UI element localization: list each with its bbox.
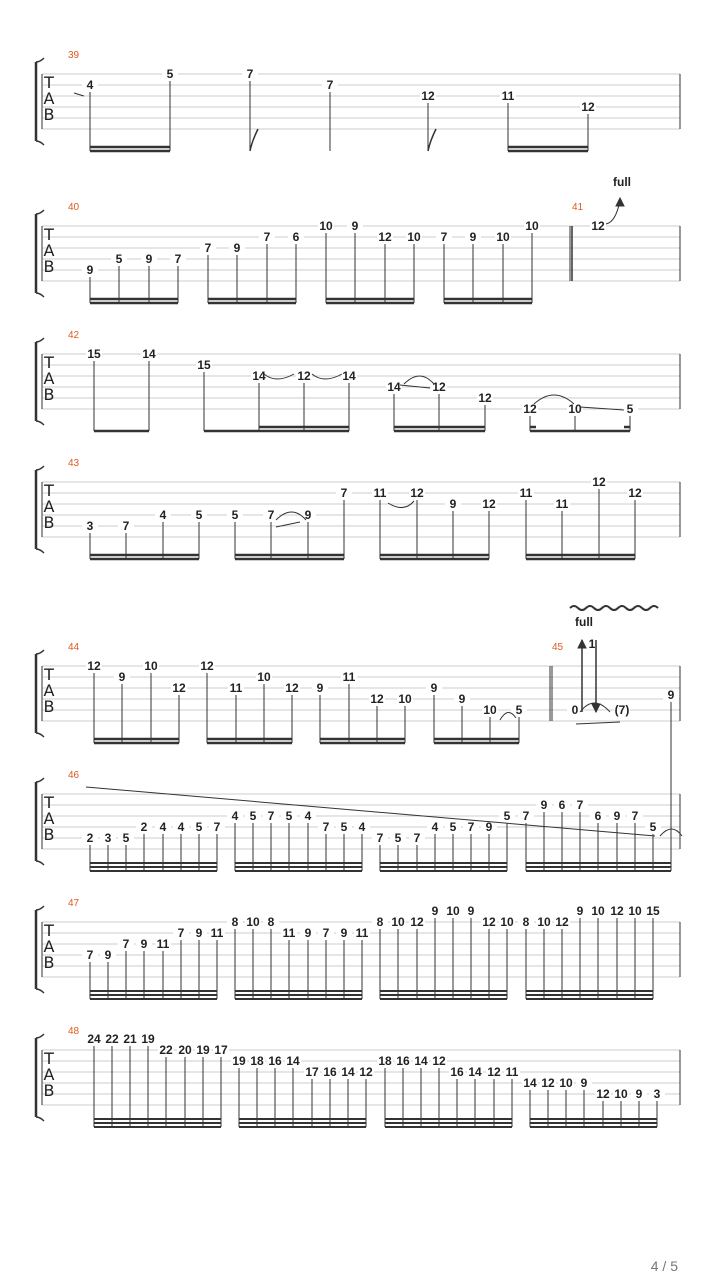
fret-number: 12 (370, 692, 384, 706)
fret-number: 10 (537, 915, 551, 929)
fret-number: 10 (391, 915, 405, 929)
fret-number: 4 (304, 809, 312, 823)
fret-number: 5 (626, 402, 634, 416)
staff-bracket-cap (36, 421, 44, 425)
fret-number: 19 (196, 1043, 210, 1057)
staff-bracket-cap (36, 338, 44, 342)
staff-bracket-cap (36, 906, 44, 910)
fret-number: 11 (519, 486, 533, 500)
fret-number: 12 (432, 1054, 446, 1068)
fret-number: 0 (571, 703, 579, 717)
fret-number: 5 (195, 820, 203, 834)
fret-number: 7 (631, 809, 639, 823)
fret-number: 12 (378, 230, 392, 244)
fret-number: 19 (232, 1054, 246, 1068)
fret-number: 18 (250, 1054, 264, 1068)
fret-number: 8 (376, 915, 384, 929)
fret-number: 2 (86, 831, 94, 845)
fret-number: 9 (467, 904, 475, 918)
fret-number: 9 (304, 926, 312, 940)
staff-bracket-cap (36, 650, 44, 654)
fret-number: 5 (515, 703, 523, 717)
fret-number: 7 (204, 241, 212, 255)
fret-number: 7 (576, 798, 584, 812)
tab-clef-letter: T (44, 225, 54, 244)
staff-bracket-cap (36, 58, 44, 62)
fret-number: 4 (86, 78, 94, 92)
slur (312, 374, 342, 379)
fret-number: 9 (469, 230, 477, 244)
fret-number: 12 (541, 1076, 555, 1090)
fret-number: 4 (159, 820, 167, 834)
fret-number: 6 (594, 809, 602, 823)
tab-clef-letter: T (44, 73, 54, 92)
fret-number: 12 (200, 659, 214, 673)
fret-number: 5 (166, 67, 174, 81)
fret-number: 7 (413, 831, 421, 845)
fret-number: 12 (555, 915, 569, 929)
fret-number: 7 (440, 230, 448, 244)
fret-number: 12 (591, 219, 605, 233)
fret-number: 2 (140, 820, 148, 834)
fret-number: 7 (122, 937, 130, 951)
fret-number: 9 (145, 252, 153, 266)
fret-number: 4 (358, 820, 366, 834)
fret-number: 5 (115, 252, 123, 266)
fret-number: 12 (359, 1065, 373, 1079)
slide (580, 407, 624, 410)
release-arrow (592, 704, 600, 712)
fret-number: 11 (342, 670, 356, 684)
fret-number: 9 (580, 1076, 588, 1090)
slide-long (86, 787, 655, 836)
fret-number: 5 (649, 820, 657, 834)
fret-number: 9 (195, 926, 203, 940)
fret-number: 9 (118, 670, 126, 684)
fret-number: 5 (449, 820, 457, 834)
fret-number: 9 (340, 926, 348, 940)
fret-number: 7 (326, 78, 334, 92)
tab-clef-letter: A (43, 809, 55, 828)
fret-number: 8 (267, 915, 275, 929)
fret-number: 10 (628, 904, 642, 918)
staff-bracket-cap (36, 733, 44, 737)
fret-number: 12 (581, 100, 595, 114)
fret-number: 15 (646, 904, 660, 918)
fret-number: 9 (316, 681, 324, 695)
fret-number: 14 (387, 380, 401, 394)
fret-number: 6 (558, 798, 566, 812)
fret-number: 9 (104, 948, 112, 962)
fret-number: 1 (588, 637, 596, 651)
fret-number: 7 (177, 926, 185, 940)
fret-number: 22 (159, 1043, 173, 1057)
fret-number: 4 (431, 820, 439, 834)
fret-number: 10 (446, 904, 460, 918)
fret-number: 11 (555, 497, 569, 511)
fret-number: 7 (467, 820, 475, 834)
fret-number: 12 (487, 1065, 501, 1079)
fret-number: 9 (431, 904, 439, 918)
fret-number: 3 (653, 1087, 661, 1101)
tab-clef-letter: A (43, 497, 55, 516)
fret-number: 12 (482, 915, 496, 929)
fret-number: 5 (231, 508, 239, 522)
staff-bracket-cap (36, 1117, 44, 1121)
tab-clef-letter: B (43, 697, 55, 716)
tab-clef-letter: A (43, 681, 55, 700)
fret-number: 20 (178, 1043, 192, 1057)
fret-number: 7 (86, 948, 94, 962)
fret-number: 14 (286, 1054, 300, 1068)
fret-number: 15 (197, 358, 211, 372)
fret-number: 17 (214, 1043, 228, 1057)
fret-number: 9 (304, 508, 312, 522)
fret-number: 10 (407, 230, 421, 244)
fret-number: 12 (482, 497, 496, 511)
tab-clef-letter: T (44, 1049, 54, 1068)
fret-number: 12 (297, 369, 311, 383)
fret-number: 11 (229, 681, 243, 695)
tab-clef-letter: A (43, 937, 55, 956)
fret-number: 16 (323, 1065, 337, 1079)
fret-number: 4 (231, 809, 239, 823)
fret-number: 4 (159, 508, 167, 522)
fret-number: 22 (105, 1032, 119, 1046)
tab-clef-letter: T (44, 665, 54, 684)
staff-bracket-cap (36, 989, 44, 993)
tab-clef-letter: B (43, 257, 55, 276)
fret-number: 9 (351, 219, 359, 233)
fret-number: 5 (340, 820, 348, 834)
fret-number: 5 (122, 831, 130, 845)
fret-number: 7 (340, 486, 348, 500)
fret-number: 7 (267, 809, 275, 823)
fret-number: 7 (263, 230, 271, 244)
fret-number: 7 (174, 252, 182, 266)
staff-bracket-cap (36, 861, 44, 865)
tab-clef-letter: B (43, 513, 55, 532)
measure-number: 44 (68, 642, 80, 653)
measure-number: 48 (68, 1026, 80, 1037)
fret-number: 10 (398, 692, 412, 706)
fret-number: 11 (156, 937, 170, 951)
tab-clef-letter: T (44, 481, 54, 500)
fret-number: 11 (355, 926, 369, 940)
tab-clef-letter: T (44, 793, 54, 812)
fret-number: 11 (373, 486, 387, 500)
staff-bracket-cap (36, 549, 44, 553)
fret-number: 9 (540, 798, 548, 812)
fret-number: 4 (177, 820, 185, 834)
fret-number: 10 (591, 904, 605, 918)
measure-number: 46 (68, 770, 80, 781)
measure-number: 40 (68, 202, 80, 213)
fret-number: 18 (378, 1054, 392, 1068)
note-flag (428, 129, 436, 151)
fret-number: 9 (667, 688, 675, 702)
fret-number: 15 (87, 347, 101, 361)
fret-number: 9 (576, 904, 584, 918)
fret-number: 7 (267, 508, 275, 522)
page-indicator: 4 / 5 (650, 1258, 678, 1274)
fret-number: 11 (501, 89, 515, 103)
fret-number: 11 (210, 926, 224, 940)
measure-number: 45 (552, 642, 564, 653)
fret-number: 12 (628, 486, 642, 500)
fret-number: 10 (144, 659, 158, 673)
fret-number: 14 (468, 1065, 482, 1079)
fret-number: 12 (610, 904, 624, 918)
bend-label: full (575, 615, 593, 629)
fret-number: 16 (396, 1054, 410, 1068)
fret-number: 16 (268, 1054, 282, 1068)
fret-number: 10 (525, 219, 539, 233)
fret-number: 12 (87, 659, 101, 673)
fret-number: 12 (172, 681, 186, 695)
fret-number: 9 (485, 820, 493, 834)
fret-number: 12 (285, 681, 299, 695)
fret-number: 11 (505, 1065, 519, 1079)
measure-number: 41 (572, 202, 584, 213)
fret-number: 10 (568, 402, 582, 416)
fret-number: 10 (483, 703, 497, 717)
fret-number: 12 (596, 1087, 610, 1101)
fret-number: 10 (496, 230, 510, 244)
fret-number: 19 (141, 1032, 155, 1046)
fret-number: 9 (458, 692, 466, 706)
fret-number: 9 (449, 497, 457, 511)
fret-number: 7 (376, 831, 384, 845)
fret-number: 7 (122, 519, 130, 533)
staff-bracket-cap (36, 778, 44, 782)
fret-number: 5 (394, 831, 402, 845)
vibrato (570, 606, 658, 610)
fret-number: 8 (522, 915, 530, 929)
fret-number: 9 (140, 937, 148, 951)
fret-number: 12 (523, 402, 537, 416)
fret-number: 5 (503, 809, 511, 823)
fret-number: 5 (285, 809, 293, 823)
slur (404, 376, 434, 384)
tab-clef-letter: T (44, 921, 54, 940)
fret-number: 6 (292, 230, 300, 244)
fret-number: 14 (142, 347, 156, 361)
fret-number: 12 (432, 380, 446, 394)
tab-clef-letter: B (43, 1081, 55, 1100)
measure-number: 42 (68, 330, 80, 341)
fret-number: 14 (523, 1076, 537, 1090)
fret-number: 9 (430, 681, 438, 695)
slide (400, 385, 430, 388)
fret-number: 14 (341, 1065, 355, 1079)
fret-number: 14 (414, 1054, 428, 1068)
measure-number: 39 (68, 50, 80, 61)
fret-number: 12 (478, 391, 492, 405)
staff-bracket-cap (36, 1034, 44, 1038)
fret-number: 7 (322, 820, 330, 834)
measure-number: 47 (68, 898, 80, 909)
bend-label: full (613, 175, 631, 189)
fret-number: 12 (410, 915, 424, 929)
fret-number: 8 (231, 915, 239, 929)
tab-clef-letter: A (43, 89, 55, 108)
fret-number: 7 (522, 809, 530, 823)
staff-bracket-cap (36, 466, 44, 470)
fret-number: 11 (282, 926, 296, 940)
fret-number: 21 (123, 1032, 137, 1046)
fret-number: 9 (635, 1087, 643, 1101)
tab-clef-letter: B (43, 825, 55, 844)
slide-in (74, 93, 84, 96)
fret-number: 24 (87, 1032, 101, 1046)
fret-number: 9 (86, 263, 94, 277)
slur (264, 374, 294, 379)
fret-number: 12 (421, 89, 435, 103)
measure-number: 43 (68, 458, 80, 469)
fret-number: (7) (614, 703, 630, 717)
fret-number: 7 (322, 926, 330, 940)
fret-number: 5 (249, 809, 257, 823)
tab-clef-letter: B (43, 385, 55, 404)
fret-number: 9 (233, 241, 241, 255)
fret-number: 10 (246, 915, 260, 929)
fret-number: 5 (195, 508, 203, 522)
fret-number: 10 (257, 670, 271, 684)
fret-number: 3 (104, 831, 112, 845)
fret-number: 12 (410, 486, 424, 500)
tab-clef-letter: A (43, 1065, 55, 1084)
fret-number: 14 (252, 369, 266, 383)
tab-clef-letter: B (43, 953, 55, 972)
fret-number: 17 (305, 1065, 319, 1079)
tab-clef-letter: A (43, 369, 55, 388)
tab-clef-letter: A (43, 241, 55, 260)
bend-arrow (616, 198, 624, 206)
tab-clef-letter: T (44, 353, 54, 372)
tab-clef-letter: B (43, 105, 55, 124)
fret-number: 7 (213, 820, 221, 834)
fret-number: 12 (592, 475, 606, 489)
fret-number: 16 (450, 1065, 464, 1079)
staff-bracket-cap (36, 293, 44, 297)
staff-bracket-cap (36, 210, 44, 214)
fret-number: 14 (342, 369, 356, 383)
note-flag (250, 129, 258, 151)
fret-number: 7 (246, 67, 254, 81)
fret-number: 10 (559, 1076, 573, 1090)
staff-bracket-cap (36, 141, 44, 145)
fret-number: 3 (86, 519, 94, 533)
fret-number: 10 (614, 1087, 628, 1101)
slide (576, 722, 620, 724)
fret-number: 10 (319, 219, 333, 233)
fret-number: 10 (500, 915, 514, 929)
fret-number: 9 (613, 809, 621, 823)
